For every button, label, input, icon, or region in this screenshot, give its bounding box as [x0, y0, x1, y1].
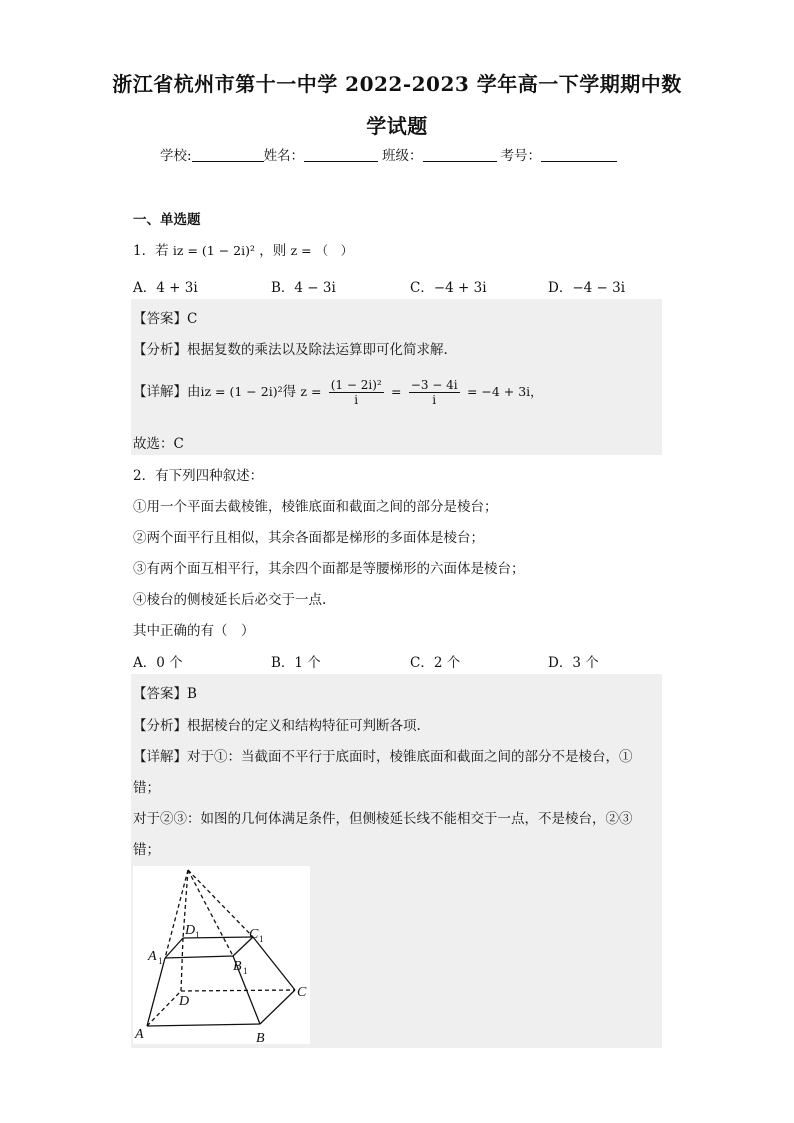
q1-option-a: A．4 + 3i	[133, 280, 198, 296]
name-label: 姓名：	[263, 148, 305, 164]
school-label: 学校:	[160, 148, 192, 164]
label-c1-sub: 1	[259, 934, 264, 944]
q1-ask: z = （ ）	[290, 243, 354, 258]
student-info-row	[160, 144, 640, 164]
q2-detail-2b: 错；	[133, 842, 160, 858]
edge-dc-hidden	[181, 990, 295, 991]
q1-conclusion: 故选：C	[133, 436, 184, 452]
label-a1-sub: 1	[158, 956, 163, 966]
q1-option-b: B．4 − 3i	[271, 280, 336, 296]
q1-tail: ，则	[259, 243, 287, 259]
q2-detail-1b: 错；	[133, 780, 160, 796]
edge-a1b1	[165, 956, 233, 958]
q1-fraction-2	[409, 378, 460, 407]
q1-stem	[133, 239, 353, 259]
edge-dd1-hidden	[181, 938, 183, 991]
school-blank	[192, 148, 264, 162]
label-c: C	[297, 985, 307, 1000]
q1-detail-z: z =	[300, 384, 322, 399]
q2-option-b: B．1 个	[271, 655, 321, 671]
q2-ask: 其中正确的有（ ）	[133, 623, 255, 639]
label-a1: A	[148, 949, 157, 964]
q1-fraction-1	[329, 378, 384, 407]
label-b: B	[256, 1031, 265, 1044]
number-blank	[541, 148, 617, 162]
q2-statement-2: ②两个面平行且相似，其余各面都是梯形的多面体是棱台；	[133, 530, 484, 546]
q2-answer: 【答案】B	[133, 686, 197, 702]
label-c1: C	[249, 927, 259, 942]
label-a: A	[135, 1027, 144, 1042]
q2-statement-4: ④棱台的侧棱延长后必交于一点.	[133, 592, 327, 608]
title-line-1: 浙江省杭州市第十一中学 2022-2023 学年高一下学期期中数	[112, 72, 682, 96]
label-d: D	[179, 994, 190, 1009]
q1-frac1-numerator: (1 − 2i)²	[330, 378, 382, 392]
geometry-figure	[133, 866, 310, 1044]
q2-analysis: 【分析】根据棱台的定义和结构特征可判断各项.	[133, 718, 421, 734]
q1-solution-box	[131, 299, 662, 455]
q2-option-d: D．3 个	[548, 655, 599, 671]
number-label: 考号：	[500, 148, 542, 164]
dashed-line-b1	[188, 870, 233, 956]
edge-aa1	[147, 958, 165, 1026]
q2-stem: 2．有下列四种叙述：	[133, 468, 264, 484]
q1-analysis: 【分析】根据复数的乘法以及除法运算即可化简求解.	[133, 342, 448, 358]
q2-detail-2: 对于②③：如图的几何体满足条件，但侧棱延长线不能相交于一点，不是棱台，②③	[133, 811, 633, 827]
label-b1: B	[233, 959, 242, 974]
q1-option-d: D．−4 − 3i	[548, 280, 626, 296]
label-b1-sub: 1	[243, 966, 248, 976]
q2-option-c: C．2 个	[410, 655, 461, 671]
edge-bc	[260, 990, 295, 1024]
edge-cc1	[253, 937, 295, 990]
class-label: 班级：	[382, 148, 423, 164]
class-blank	[423, 148, 497, 162]
q1-option-c: C．−4 + 3i	[410, 280, 487, 296]
q2-option-a: A．0 个	[133, 655, 183, 671]
q1-detail-expr: iz = (1 − 2i)²	[200, 384, 283, 399]
q2-detail-1: 【详解】对于①：当截面不平行于底面时，棱锥底面和截面之间的部分不是棱台，①	[133, 749, 633, 765]
q1-detail-get: 得	[282, 384, 297, 400]
q1-number: 1．若	[133, 243, 169, 259]
frustum-diagram	[133, 866, 310, 1044]
q1-equals: =	[391, 384, 402, 399]
q1-frac2-numerator: −3 − 4i	[410, 378, 458, 392]
q1-frac2-denominator: i	[432, 393, 437, 407]
q1-answer: 【答案】C	[133, 311, 198, 327]
q1-detail	[133, 378, 543, 407]
q1-detail-prefix: 【详解】由	[133, 384, 201, 400]
q1-expr: iz = (1 − 2i)²	[172, 243, 255, 258]
q2-statement-1: ①用一个平面去截棱锥，棱锥底面和截面之间的部分是棱台；	[133, 499, 498, 515]
q1-result: = −4 + 3i，	[466, 384, 543, 399]
q2-statement-3: ③有两个面互相平行，其余四个面都是等腰梯形的六面体是棱台；	[133, 561, 525, 577]
name-blank	[304, 148, 378, 162]
section-heading: 一、单选题	[133, 212, 201, 228]
q1-frac1-denominator: i	[354, 393, 359, 407]
edge-ab	[147, 1024, 260, 1026]
label-d1-sub: 1	[195, 930, 200, 940]
dashed-line-c1	[188, 870, 253, 937]
title-line-2: 学试题	[366, 114, 428, 138]
label-d1: D	[185, 923, 196, 938]
